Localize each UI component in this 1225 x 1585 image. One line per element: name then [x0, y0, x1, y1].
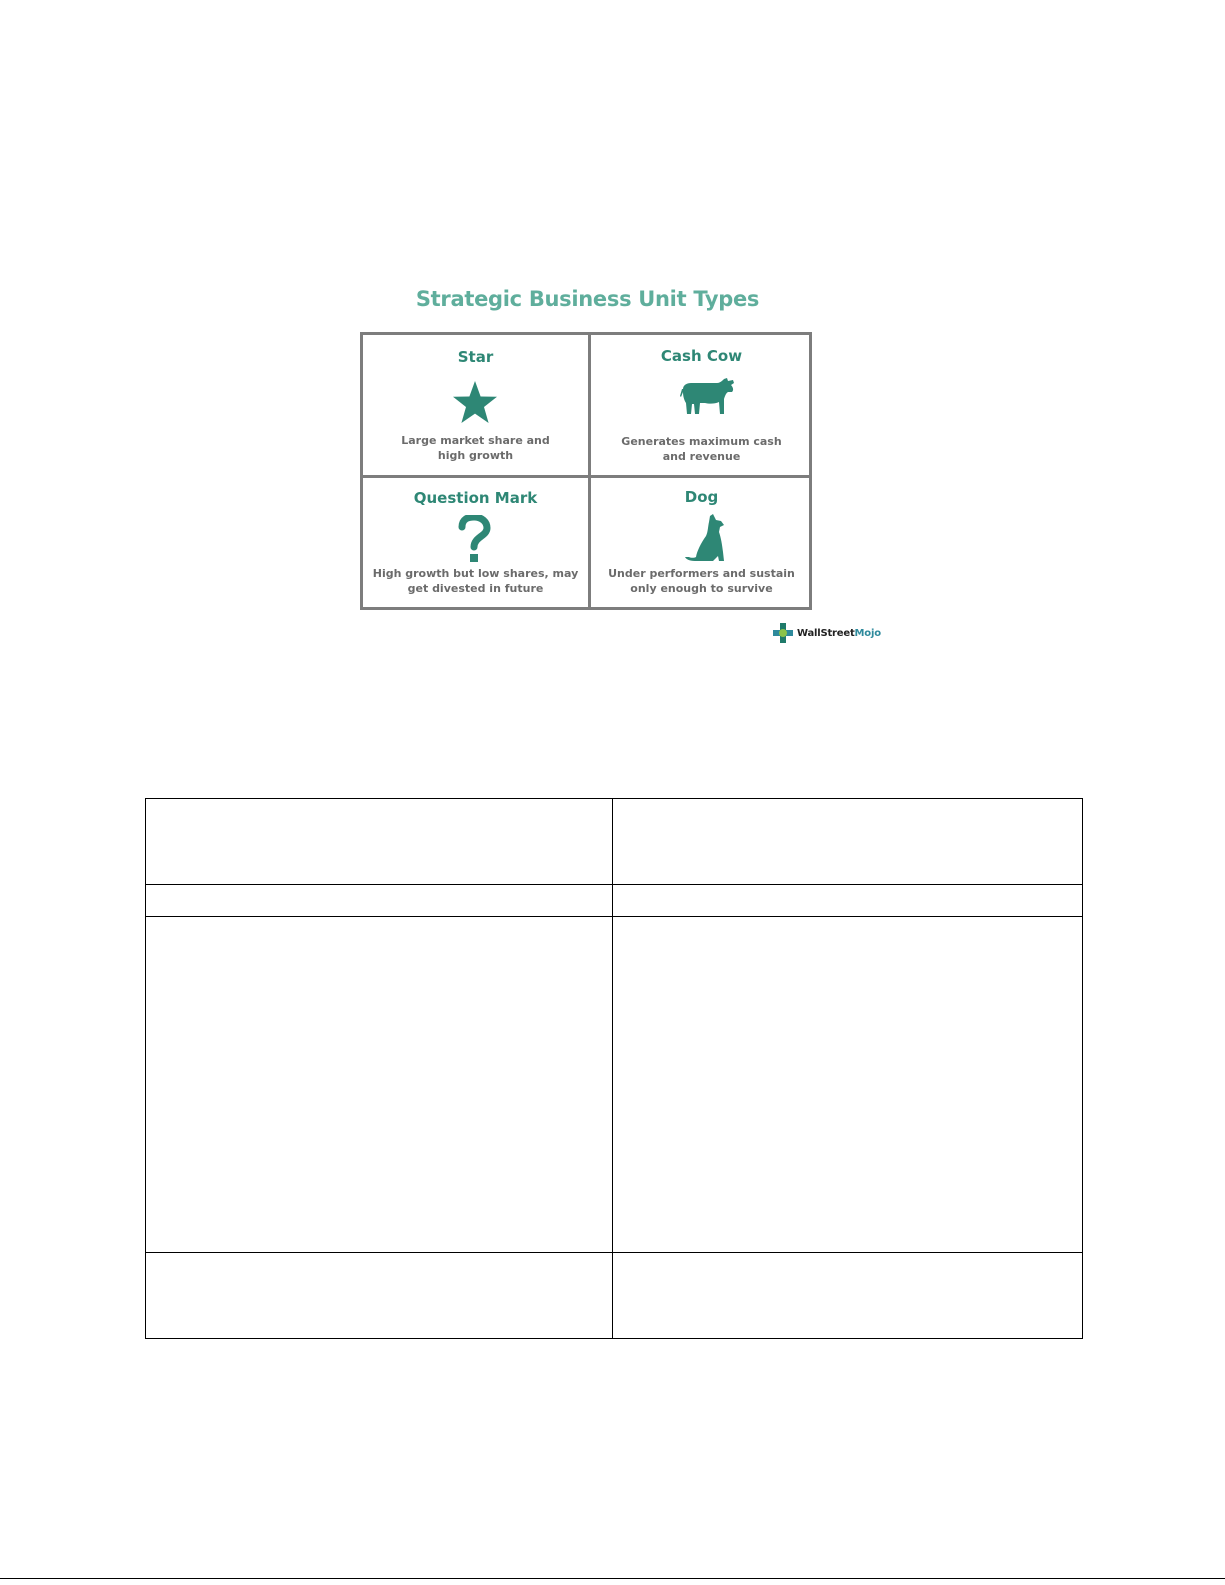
figure-title: Strategic Business Unit Types: [415, 287, 760, 311]
logo-text-part1: WallStreet: [797, 627, 855, 639]
table-cell: [146, 799, 613, 885]
table-cell: [613, 799, 1083, 885]
cell-dog: [591, 478, 812, 610]
question-mark-icon: [456, 515, 492, 565]
table-cell: [146, 917, 613, 1253]
cell-cash-cow-description: Generates maximum cash and revenue: [621, 435, 782, 463]
table-cell: [146, 1253, 613, 1339]
sbu-grid: [360, 332, 812, 610]
cell-dog-title: Dog: [684, 488, 719, 506]
logo-emblem-icon: [772, 622, 794, 644]
document-table: [145, 798, 1083, 1339]
cell-question-mark-title: Question Mark: [413, 489, 538, 507]
cell-star-title: Star: [457, 348, 494, 366]
cell-cash-cow-title: Cash Cow: [660, 347, 743, 365]
cell-star-description: Large market share and high growth: [401, 434, 550, 462]
table-cell: [613, 917, 1083, 1253]
cell-star: [363, 335, 588, 475]
wallstreetmojo-logo: [772, 621, 884, 645]
cell-question-mark: [363, 478, 588, 610]
star-icon: [451, 379, 499, 425]
table-cell: [146, 885, 613, 917]
cell-dog-description: Under performers and sustain only enough to survive: [608, 567, 795, 595]
table-cell: [613, 1253, 1083, 1339]
dog-icon: [683, 512, 731, 564]
table-row: [146, 1253, 1083, 1339]
logo-text-part2: Mojo: [854, 627, 881, 639]
cell-cash-cow: [591, 335, 812, 475]
table-row: [146, 917, 1083, 1253]
table-row: [146, 885, 1083, 917]
table-cell: [613, 885, 1083, 917]
page-bottom-rule: [0, 1578, 1225, 1579]
table-row: [146, 799, 1083, 885]
cell-question-mark-description: High growth but low shares, may get divested in future: [372, 567, 579, 595]
cow-icon: [679, 377, 737, 417]
